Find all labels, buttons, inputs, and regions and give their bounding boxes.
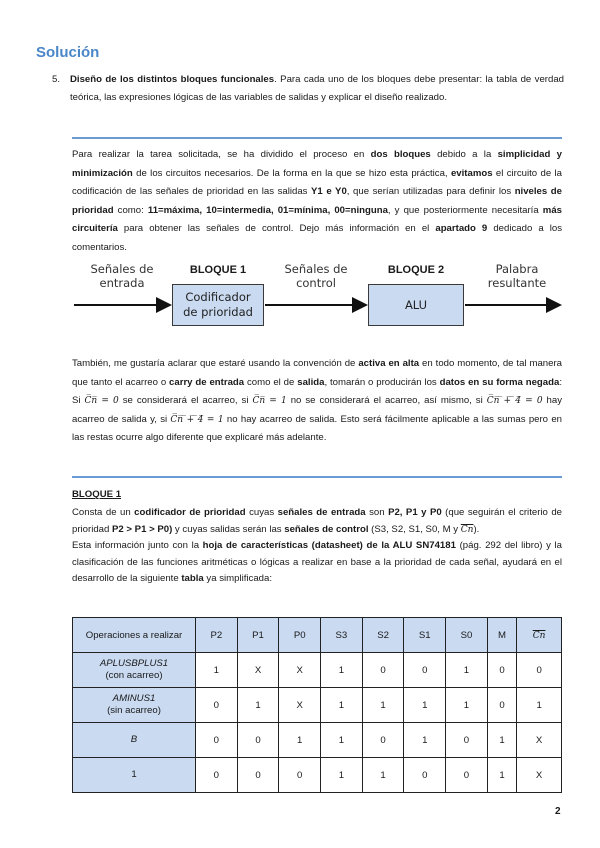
table-row [73,723,562,758]
block2-title: BLOQUE 2 [387,264,445,276]
cell: 0 [446,723,488,758]
cell: 0 [404,758,446,793]
cell: 0 [279,758,321,793]
section-title: Solución [36,44,100,61]
cell: 0 [196,723,238,758]
cell: 1 [279,723,321,758]
output-label: Palabra resultante [487,262,547,290]
cell: 0 [237,723,279,758]
cell: 1 [404,723,446,758]
cell: 0 [237,758,279,793]
cell: 1 [362,688,404,723]
cell: 1 [517,688,562,723]
cell: X [279,653,321,688]
cell: 0 [487,688,516,723]
cell: 0 [446,758,488,793]
op-cell: AMINUS1 (sin acarreo) [73,688,196,723]
cell: 1 [321,723,363,758]
col-m: M [487,618,516,653]
cell: X [517,723,562,758]
cell: 1 [362,758,404,793]
op-cell: B [73,723,196,758]
col-cn: $\overline{Cn}$ [517,618,562,653]
divider-2 [72,476,562,478]
cell: 0 [362,653,404,688]
cell: 0 [404,653,446,688]
cell: 1 [404,688,446,723]
col-p2: P2 [196,618,238,653]
cell: 1 [237,688,279,723]
col-p0: P0 [279,618,321,653]
block1-heading: BLOQUE 1 [72,489,122,500]
truth-table [72,617,562,793]
cell: X [279,688,321,723]
col-s1: S1 [404,618,446,653]
cell: 0 [196,758,238,793]
cell: X [237,653,279,688]
cell: 1 [446,653,488,688]
op-cell: 1 [73,758,196,793]
cell: 1 [196,653,238,688]
cell: 0 [487,653,516,688]
control-label: Señales de control [284,262,348,290]
cell: X [517,758,562,793]
col-s2: S2 [362,618,404,653]
col-p1: P1 [237,618,279,653]
input-label: Señales de entrada [90,262,154,290]
convention-paragraph: También, me gustaría aclarar que estaré usando la convención de activa en alta en todo momento, de tal manera que tanto el acarreo o carry de entrada como el de salida, tomarán o producirán los datos en su forma negada: Si C̅n̅ = 0 se considerará el acarreo, si C̅n̅ = 1 no se considerará el acarreo, así mismo, si C̅n̅ ̅+̅ ̅4̅ = 0 hay acarreo de salida y, si C̅n̅ ̅+̅ ̅4̅ = 1 no hay acarreo de salida. Esto será fácilmente aplicable a las sumas pero en las restas ocurre algo diferente que explicaré más adelante. [72,358,563,443]
cell: 1 [321,688,363,723]
cell: 1 [487,758,516,793]
cell: 1 [446,688,488,723]
item-title: Diseño de los distintos bloques funcionales [70,74,275,85]
cell: 1 [487,723,516,758]
block1-paragraph: Consta de un codificador de prioridad cuyas señales de entrada son P2, P1 y P0 (que seguirán el criterio de prioridad P2 > P1 > P0) y cuyas salidas serán las señales de control (S3, S2, S1, S0, M y $\overline{Cn}$). Esta información junto con la hoja de características (datasheet) de la ALU SN74181 (pág. 292 del libro) y la clasificación de las funciones aritméticas o lógicas a realizar en base a la prioridad de cada señal, ayudará en el desarrollo de la siguiente tabla ya simplificada: [72,507,562,584]
priority-encoder-box: Codificador de prioridad [172,284,264,326]
op-cell: APLUSBPLUS1 (con acarreo) [73,653,196,688]
block1-title: BLOQUE 1 [189,264,247,276]
page-number: 2 [555,806,561,817]
alu-box: ALU [368,284,464,326]
table-row [73,688,562,723]
table-row [73,653,562,688]
cell: 1 [321,758,363,793]
cell: 0 [362,723,404,758]
col-s0: S0 [446,618,488,653]
intro-paragraph: Para realizar la tarea solicitada, se ha dividido el proceso en dos bloques debido a la simplicidad y minimización de los circuitos necesarios. De la forma en la que se hizo esta práctica, evitamos el circuito de la codificación de las señales de prioridad en las salidas Y1 e Y0, que serían utilizadas para definir los niveles de prioridad como: 11=máxima, 10=intermedia, 01=mínima, 00=ninguna, y que posteriormente necesitaría más circuitería para obtener las señales de control. Dejo más información en el apartado 9 dedicado a los comentarios. [72,149,562,253]
col-s3: S3 [321,618,363,653]
cell: 0 [196,688,238,723]
cell: 1 [321,653,363,688]
cell: 0 [517,653,562,688]
col-operations: Operaciones a realizar [73,618,196,653]
item-text: Diseño de los distintos bloques funcionales. Para cada uno de los bloques debe presentar: la tabla de verdad teórica, las expresiones lógicas de las variables de salidas y explicar el diseño realizado. [70,74,564,103]
table-header-row [73,618,562,653]
table-row [73,758,562,793]
item-number: 5. [52,74,61,85]
